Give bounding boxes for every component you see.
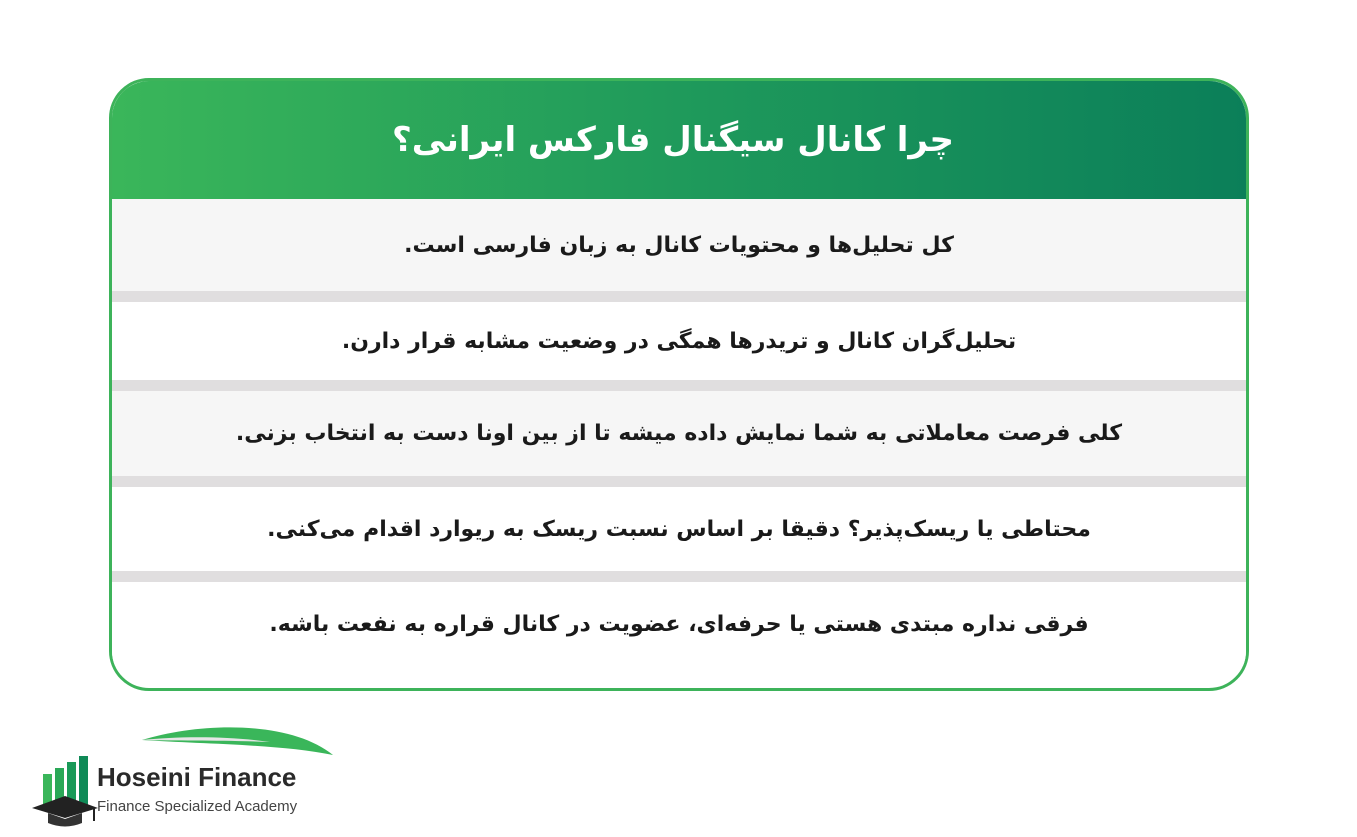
reason-row-5 bbox=[112, 582, 1246, 666]
graduation-cap-icon bbox=[32, 796, 98, 827]
reason-row-3 bbox=[112, 391, 1246, 476]
reason-row-1 bbox=[112, 199, 1246, 291]
leaf-swoosh-icon bbox=[142, 727, 333, 755]
row-divider bbox=[112, 291, 1246, 302]
brand-logo bbox=[30, 722, 350, 832]
row-divider bbox=[112, 380, 1246, 391]
card-title: چرا کانال سیگنال فارکس ایرانی؟ bbox=[391, 120, 954, 160]
reason-text: کلی فرصت معاملاتی به شما نمایش داده میشه تا از بین اونا دست به انتخاب بزنی. bbox=[235, 421, 1123, 446]
reason-text: کل تحلیل‌ها و محتویات کانال به زبان فارسی است. bbox=[404, 232, 954, 258]
reason-row-2 bbox=[112, 302, 1246, 380]
reasons-card bbox=[109, 78, 1249, 691]
row-divider bbox=[112, 571, 1246, 582]
brand-tagline: Finance Specialized Academy bbox=[97, 798, 298, 815]
reason-text: فرقی نداره مبتدی هستی یا حرفه‌ای، عضویت در کانال قراره به نفعت باشه. bbox=[269, 611, 1089, 637]
reason-text: محتاطی یا ریسک‌پذیر؟ دقیقا بر اساس نسبت ریسک به ریوارد اقدام می‌کنی. bbox=[267, 516, 1091, 542]
row-divider bbox=[112, 476, 1246, 487]
reason-text: تحلیل‌گران کانال و تریدرها همگی در وضعیت مشابه قرار دارن. bbox=[341, 328, 1017, 354]
brand-name: Hoseini Finance bbox=[97, 762, 297, 792]
reason-row-4 bbox=[112, 487, 1246, 571]
card-header bbox=[112, 81, 1246, 199]
